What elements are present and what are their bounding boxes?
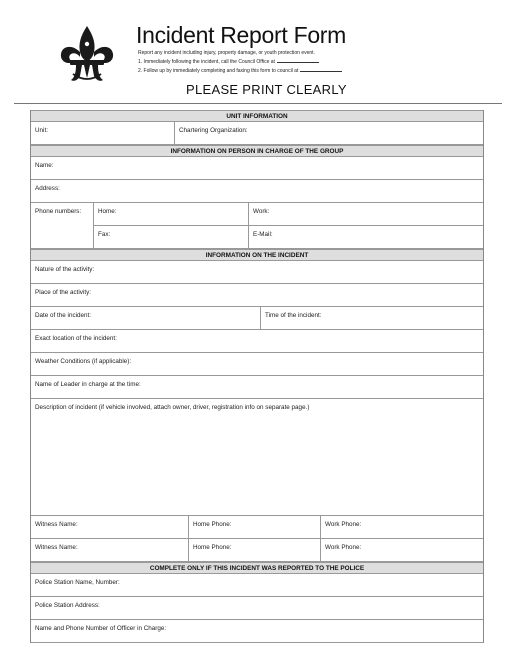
police-station-row (31, 574, 483, 597)
witness-home-phone-field[interactable]: Home Phone: (188, 516, 320, 538)
phone-numbers-label: Phone numbers: (35, 208, 82, 215)
council-phone-blank[interactable] (277, 57, 319, 63)
leader-row (31, 376, 483, 399)
council-fax-blank[interactable] (300, 66, 342, 72)
unit-field[interactable]: Unit: (35, 127, 48, 134)
witness-row-2 (31, 539, 483, 562)
intro-line-2: 1. Immediately following the incident, call the Council Office at (138, 57, 342, 66)
date-of-incident-field[interactable]: Date of the incident: (35, 312, 92, 319)
unit-row (31, 122, 483, 145)
witness-work-phone-field[interactable]: Work Phone: (320, 516, 483, 538)
fax-field[interactable]: Fax: (98, 230, 111, 238)
nature-row (31, 261, 483, 284)
place-of-activity-field[interactable]: Place of the activity: (35, 289, 91, 296)
leader-in-charge-field[interactable]: Name of Leader in charge at the time: (35, 381, 141, 388)
phone-row-1 (94, 203, 483, 226)
form-title: Incident Report Form (136, 22, 347, 48)
name-field[interactable]: Name: (35, 162, 54, 169)
print-clearly-notice: PLEASE PRINT CLEARLY (186, 82, 347, 97)
police-station-address-field[interactable]: Police Station Address: (35, 602, 100, 609)
work-phone-field[interactable]: Work: (248, 203, 483, 225)
section-incident-information: INFORMATION ON THE INCIDENT (31, 249, 483, 261)
witness-name-field[interactable]: Witness Name: (35, 521, 78, 528)
nature-of-activity-field[interactable]: Nature of the activity: (35, 266, 95, 273)
weather-row (31, 353, 483, 376)
email-field[interactable]: E-Mail: (248, 226, 483, 248)
witness-row-1 (31, 516, 483, 539)
section-police-report: COMPLETE ONLY IF THIS INCIDENT WAS REPORTED TO THE POLICE (31, 562, 483, 574)
address-field[interactable]: Address: (35, 185, 60, 192)
police-address-row (31, 597, 483, 620)
address-row (31, 180, 483, 203)
phone-numbers-block (31, 203, 483, 249)
header-divider (14, 103, 502, 104)
witness-name-field[interactable]: Witness Name: (35, 544, 78, 551)
intro-instructions (138, 50, 342, 75)
exact-location-field[interactable]: Exact location of the incident: (35, 335, 117, 342)
officer-row (31, 620, 483, 643)
intro-line-1: Report any incident including injury, property damage, or youth protection event. (138, 50, 315, 56)
place-row (31, 284, 483, 307)
fleur-de-lis-logo-icon (58, 24, 116, 86)
chartering-organization-field[interactable]: Chartering Organization: (174, 122, 483, 144)
incident-description-field[interactable]: Description of incident (if vehicle involved, attach owner, driver, registration info on separate page.) (31, 399, 483, 516)
name-row (31, 157, 483, 180)
phone-row-2 (94, 226, 483, 248)
time-of-incident-field[interactable]: Time of the incident: (260, 307, 483, 329)
date-time-row (31, 307, 483, 330)
witness-home-phone-field[interactable]: Home Phone: (188, 539, 320, 561)
incident-form (30, 110, 484, 643)
section-unit-information: UNIT INFORMATION (31, 110, 483, 122)
section-person-in-charge: INFORMATION ON PERSON IN CHARGE OF THE GROUP (31, 145, 483, 157)
home-phone-field[interactable]: Home: (98, 208, 117, 215)
officer-in-charge-field[interactable]: Name and Phone Number of Officer in Charge: (35, 625, 167, 632)
intro-line-3: 2. Follow up by immediately completing and faxing this form to council at (138, 66, 342, 75)
phone-grid (93, 203, 483, 248)
witness-work-phone-field[interactable]: Work Phone: (320, 539, 483, 561)
police-station-name-field[interactable]: Police Station Name, Number: (35, 579, 120, 586)
weather-conditions-field[interactable]: Weather Conditions (if applicable): (35, 358, 132, 365)
location-row (31, 330, 483, 353)
